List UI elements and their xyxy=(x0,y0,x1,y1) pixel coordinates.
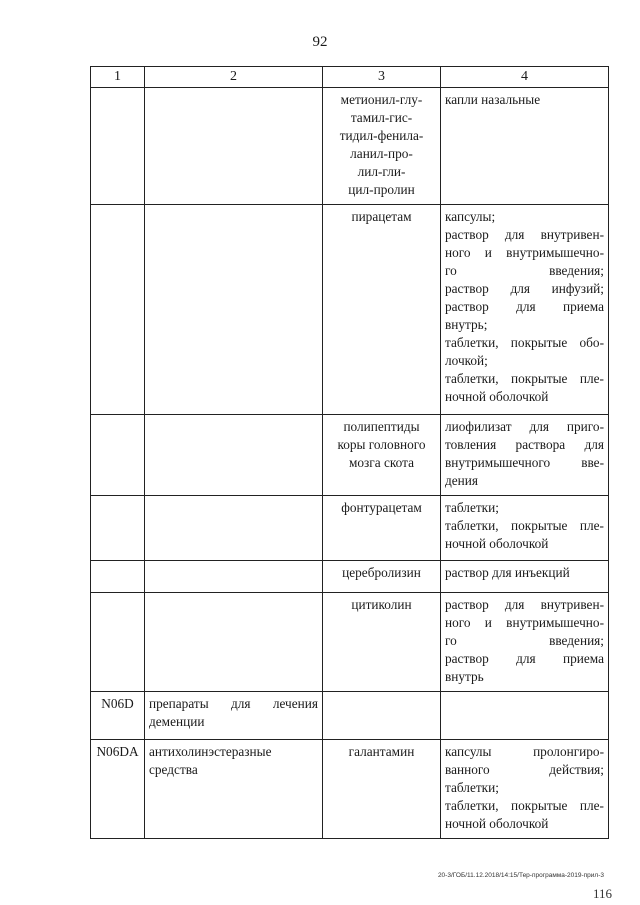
atc-code-cell xyxy=(91,593,145,692)
column-header-1: 1 xyxy=(91,67,145,88)
atc-code-cell: N06D xyxy=(91,692,145,740)
drug-name-cell xyxy=(323,692,441,740)
dosage-forms-cell-line: таблетки; xyxy=(445,500,499,515)
dosage-forms-cell-line: лочкой; xyxy=(445,353,488,368)
group-name-cell xyxy=(145,593,323,692)
dosage-forms-cell-line: таблетки, покрытые обо- xyxy=(445,335,604,350)
group-name-cell xyxy=(145,496,323,561)
dosage-forms-cell-line: раствор для инфузий; xyxy=(445,281,604,296)
table-row xyxy=(91,593,609,692)
drug-name-cell-line: тидил-фенила- xyxy=(339,128,424,143)
dosage-forms-cell-line: ванного действия; xyxy=(445,762,604,777)
dosage-forms-cell-line: ночной оболочкой xyxy=(445,536,549,551)
atc-code-cell xyxy=(91,205,145,415)
drug-name-cell xyxy=(323,561,441,593)
group-name-cell xyxy=(145,205,323,415)
group-name-cell-line: деменции xyxy=(149,714,205,729)
group-name-cell xyxy=(145,88,323,205)
table-row xyxy=(91,740,609,839)
atc-code-cell xyxy=(91,415,145,496)
drug-name-cell-line: цил-пролин xyxy=(348,182,415,197)
dosage-forms-cell-line: таблетки, покрытые пле- xyxy=(445,518,604,533)
dosage-forms-cell-line: таблетки, покрытые пле- xyxy=(445,371,604,386)
drug-name-cell xyxy=(323,415,441,496)
dosage-forms-cell-line: таблетки; xyxy=(445,780,499,795)
group-name-cell xyxy=(145,415,323,496)
dosage-forms-cell xyxy=(441,88,609,205)
dosage-forms-cell-line: ного и внутримышечно- xyxy=(445,245,604,260)
dosage-forms-cell xyxy=(441,496,609,561)
dosage-forms-cell-line: внутрь; xyxy=(445,317,488,332)
dosage-forms-cell-line: раствор для приема xyxy=(445,299,604,314)
drug-name-cell-line: церебролизин xyxy=(342,565,421,580)
drug-name-cell-line: тамил-гис- xyxy=(350,110,413,125)
dosage-forms-cell xyxy=(441,205,609,415)
dosage-forms-cell-line: ночной оболочкой xyxy=(445,389,549,404)
dosage-forms-cell-line: внутрь xyxy=(445,669,484,684)
group-name-cell-line: препараты для лечения xyxy=(149,696,318,711)
group-name-cell xyxy=(145,561,323,593)
dosage-forms-cell-line: дения xyxy=(445,473,479,488)
footer-stamp: 20-3/ГОБ/11.12.2018/14:15/Тер-программа-2019-прил-3 xyxy=(437,872,604,879)
dosage-forms-cell-line: капсулы пролонгиро- xyxy=(445,744,604,759)
dosage-forms-cell xyxy=(441,740,609,839)
drug-name-cell-line: фонтурацетам xyxy=(341,500,422,515)
drug-name-cell-line: пирацетам xyxy=(351,209,412,224)
table-row xyxy=(91,496,609,561)
dosage-forms-cell xyxy=(441,692,609,740)
drug-name-cell-line: ланил-про- xyxy=(350,146,413,161)
dosage-forms-cell-line: го введения; xyxy=(445,633,604,648)
dosage-forms-cell-line: лиофилизат для приго- xyxy=(445,419,604,434)
dosage-forms-cell-line: капли назальные xyxy=(445,92,541,107)
dosage-forms-cell-line: раствор для внутривен- xyxy=(445,597,604,612)
group-name-cell-line: антихолинэстеразные xyxy=(149,744,272,759)
table-row xyxy=(91,415,609,496)
drug-name-cell-line: мозга скота xyxy=(348,455,415,470)
drug-name-cell xyxy=(323,496,441,561)
table-row xyxy=(91,561,609,593)
group-name-cell xyxy=(145,740,323,839)
drug-name-cell xyxy=(323,205,441,415)
table-row xyxy=(91,692,609,740)
column-header-3: 3 xyxy=(323,67,441,88)
dosage-forms-cell-line: таблетки, покрытые пле- xyxy=(445,798,604,813)
drug-name-cell-line: метионил-глу- xyxy=(340,92,423,107)
table-header-row xyxy=(91,67,609,88)
dosage-forms-cell-line: раствор для инъекций xyxy=(445,565,570,580)
column-header-2: 2 xyxy=(145,67,323,88)
atc-code-cell xyxy=(91,496,145,561)
dosage-forms-cell xyxy=(441,561,609,593)
drug-table xyxy=(90,66,609,839)
dosage-forms-cell-line: раствор для приема xyxy=(445,651,604,666)
group-name-cell xyxy=(145,692,323,740)
drug-name-cell xyxy=(323,740,441,839)
dosage-forms-cell-line: раствор для внутривен- xyxy=(445,227,604,242)
atc-code-cell xyxy=(91,88,145,205)
table-row xyxy=(91,88,609,205)
group-name-cell-line: средства xyxy=(149,762,198,777)
drug-name-cell-line: галантамин xyxy=(348,744,415,759)
dosage-forms-cell xyxy=(441,593,609,692)
page-number: 92 xyxy=(312,34,328,50)
drug-name-cell xyxy=(323,88,441,205)
column-header-4: 4 xyxy=(441,67,609,88)
dosage-forms-cell-line: го введения; xyxy=(445,263,604,278)
atc-code-cell xyxy=(91,561,145,593)
drug-name-cell xyxy=(323,593,441,692)
footer-page-number: 116 xyxy=(592,886,612,901)
dosage-forms-cell xyxy=(441,415,609,496)
table-row xyxy=(91,205,609,415)
drug-name-cell-line: цитиколин xyxy=(351,597,412,612)
dosage-forms-cell-line: товления раствора для xyxy=(445,437,604,452)
dosage-forms-cell-line: ного и внутримышечно- xyxy=(445,615,604,630)
drug-name-cell-line: коры головного xyxy=(337,437,426,452)
dosage-forms-cell-line: внутримышечного вве- xyxy=(445,455,604,470)
dosage-forms-cell-line: ночной оболочкой xyxy=(445,816,549,831)
drug-name-cell-line: лил-гли- xyxy=(357,164,406,179)
dosage-forms-cell-line: капсулы; xyxy=(445,209,496,224)
atc-code-cell: N06DA xyxy=(91,740,145,839)
drug-name-cell-line: полипептиды xyxy=(343,419,420,434)
